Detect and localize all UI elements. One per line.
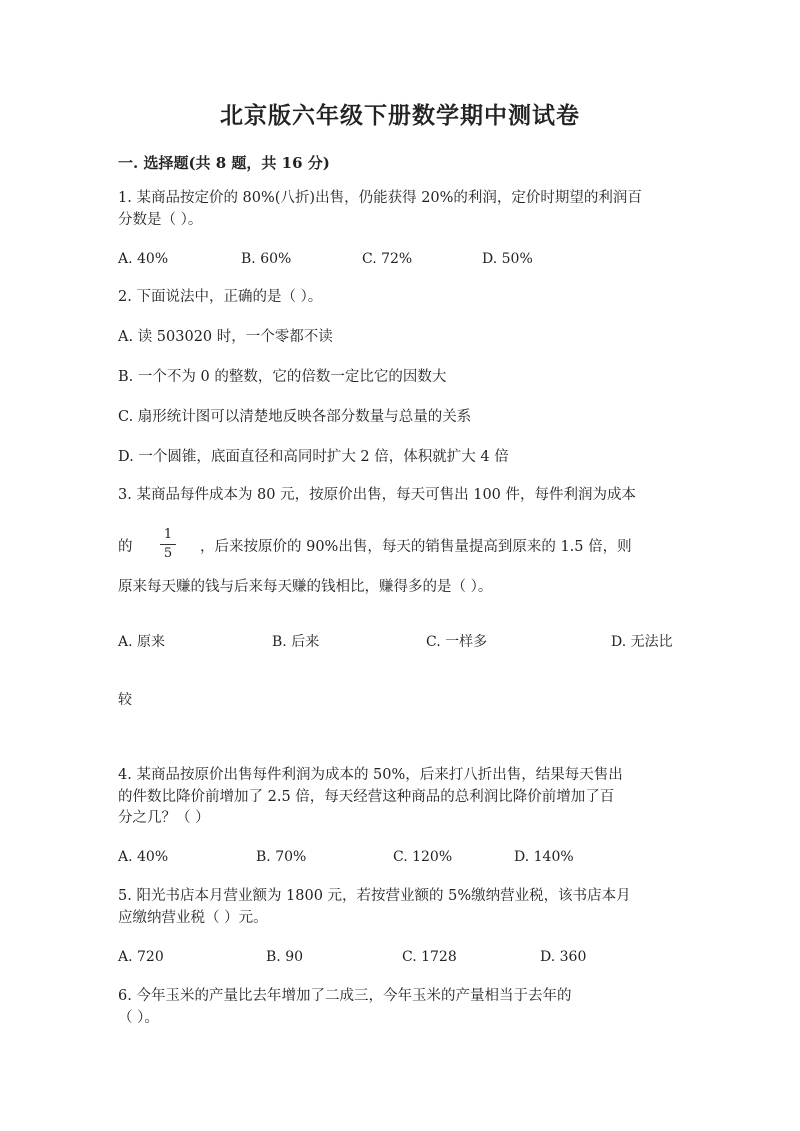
question-3-text-line-3: 原来每天赚的钱与后来每天赚的钱相比，赚得多的是（ ）。	[118, 579, 493, 595]
question-2-option-c: C. 扇形统计图可以清楚地反映各部分数量与总量的关系	[118, 409, 472, 425]
question-6-text-line-1: 6. 今年玉米的产量比去年增加了二成三，今年玉米的产量相当于去年的	[118, 988, 572, 1004]
question-2-option-b: B. 一个不为 0 的整数，它的倍数一定比它的因数大	[118, 369, 447, 385]
question-4-option-a: A. 40%	[118, 849, 169, 865]
question-3-option-d-wrap: 较	[118, 692, 132, 708]
question-3-text-line-2-prefix: 的	[118, 539, 133, 555]
question-5-option-d: D. 360	[540, 949, 587, 965]
page-title: 北京版六年级下册数学期中测试卷	[220, 102, 580, 129]
question-5-option-b: B. 90	[266, 949, 304, 965]
question-4-text-line-2: 的件数比降价前增加了 2.5 倍，每天经营这种商品的总利润比降价前增加了百	[118, 789, 615, 805]
question-1-text-line-2: 分数是（ ）。	[118, 212, 203, 228]
question-5-text-line-1: 5. 阳光书店本月营业额为 1800 元，若按营业额的 5%缴纳营业税，该书店本月	[118, 888, 631, 904]
question-1-option-c: C. 72%	[362, 251, 413, 267]
question-3-option-c: C. 一样多	[426, 634, 488, 650]
question-6-text-line-2: （ ）。	[118, 1010, 159, 1026]
question-2-text: 2. 下面说法中，正确的是（ ）。	[118, 289, 323, 305]
fraction-one-fifth	[160, 527, 176, 562]
question-1-text-line-1: 1. 某商品按定价的 80%(八折)出售，仍能获得 20%的利润，定价时期望的利润百	[118, 190, 642, 206]
fraction-numerator: 1	[160, 527, 176, 545]
fraction-denominator: 5	[163, 546, 173, 561]
question-3-text-line-1: 3. 某商品每件成本为 80 元，按原价出售，每天可售出 100 件，每件利润为成本	[118, 487, 637, 503]
question-1-option-d: D. 50%	[482, 251, 533, 267]
question-5-option-a: A. 720	[118, 949, 164, 965]
question-2-option-a: A. 读 503020 时，一个零都不读	[118, 329, 333, 345]
question-3-text-line-2-suffix: ，后来按原价的 90%出售，每天的销售量提高到原来的 1.5 倍，则	[200, 539, 632, 555]
question-4-text-line-3: 分之几？（ ）	[118, 810, 210, 826]
question-3-option-a: A. 原来	[118, 634, 166, 650]
question-1-option-a: A. 40%	[118, 251, 169, 267]
question-4-option-c: C. 120%	[393, 849, 453, 865]
question-3-option-d: D. 无法比	[611, 634, 673, 650]
question-5-text-line-2: 应缴纳营业税（ ）元。	[118, 910, 268, 926]
question-4-text-line-1: 4. 某商品按原价出售每件利润为成本的 50%，后来打八折出售，结果每天售出	[118, 767, 623, 783]
question-5-option-c: C. 1728	[402, 949, 457, 965]
question-2-option-d: D. 一个圆锥，底面直径和高同时扩大 2 倍，体积就扩大 4 倍	[118, 449, 509, 465]
section-heading: 一. 选择题(共 8 题，共 16 分)	[118, 154, 330, 172]
question-4-option-d: D. 140%	[514, 849, 574, 865]
question-1-option-b: B. 60%	[241, 251, 292, 267]
question-4-option-b: B. 70%	[256, 849, 307, 865]
question-3-option-b: B. 后来	[272, 634, 320, 650]
